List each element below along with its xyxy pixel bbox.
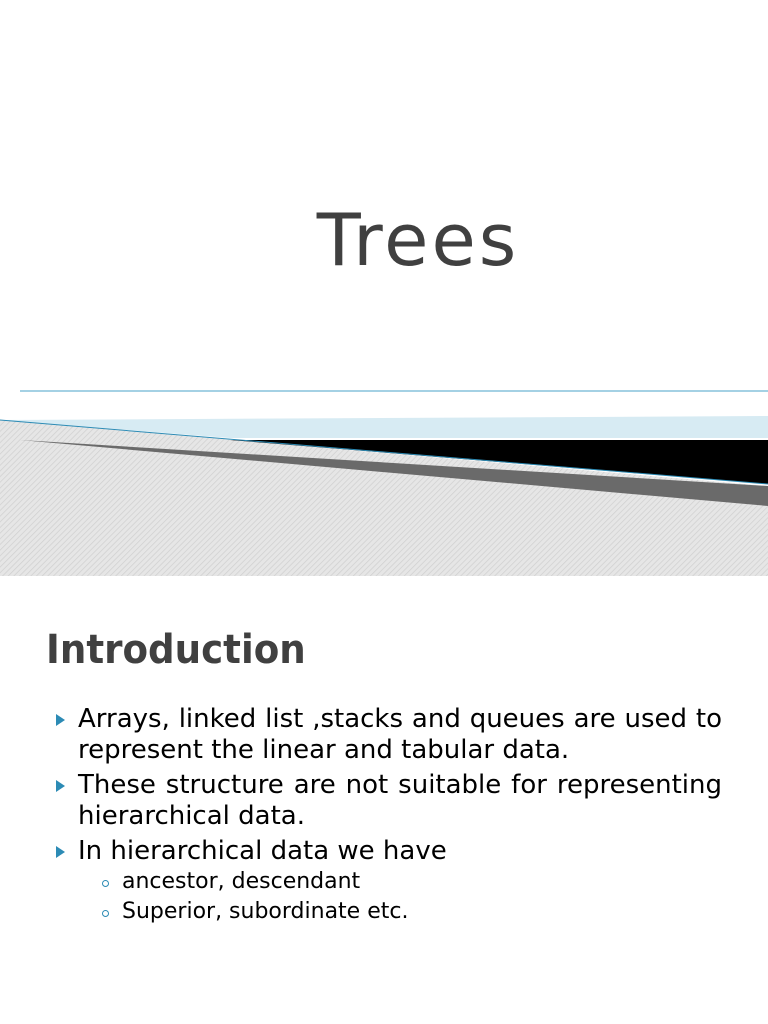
sub-bullet-text: ancestor, descendant xyxy=(122,869,361,894)
list-item xyxy=(54,704,722,766)
bullet-text: These structure are not suitable for representing hierarchical data. xyxy=(78,770,722,831)
triangle-bullet-icon xyxy=(56,846,65,858)
circle-bullet-icon xyxy=(102,910,109,917)
bullet-text: Arrays, linked list ,stacks and queues are used to represent the linear and tabular data. xyxy=(78,704,722,765)
sub-list-item xyxy=(78,897,722,927)
triangle-bullet-icon xyxy=(56,714,65,726)
sub-bullet-text: Superior, subordinate etc. xyxy=(122,899,409,924)
triangle-bullet-icon xyxy=(56,780,65,792)
sub-bullet-list xyxy=(78,867,722,927)
circle-bullet-icon xyxy=(102,880,109,887)
list-item xyxy=(54,836,722,927)
slide-title: Trees xyxy=(316,198,520,282)
section-heading: Introduction xyxy=(46,627,306,673)
list-item xyxy=(54,770,722,832)
content-slide xyxy=(0,576,768,1024)
sub-list-item xyxy=(78,867,722,897)
decorative-bands xyxy=(0,380,768,576)
bullet-list xyxy=(54,704,722,931)
bullet-text: In hierarchical data we have xyxy=(78,836,447,866)
